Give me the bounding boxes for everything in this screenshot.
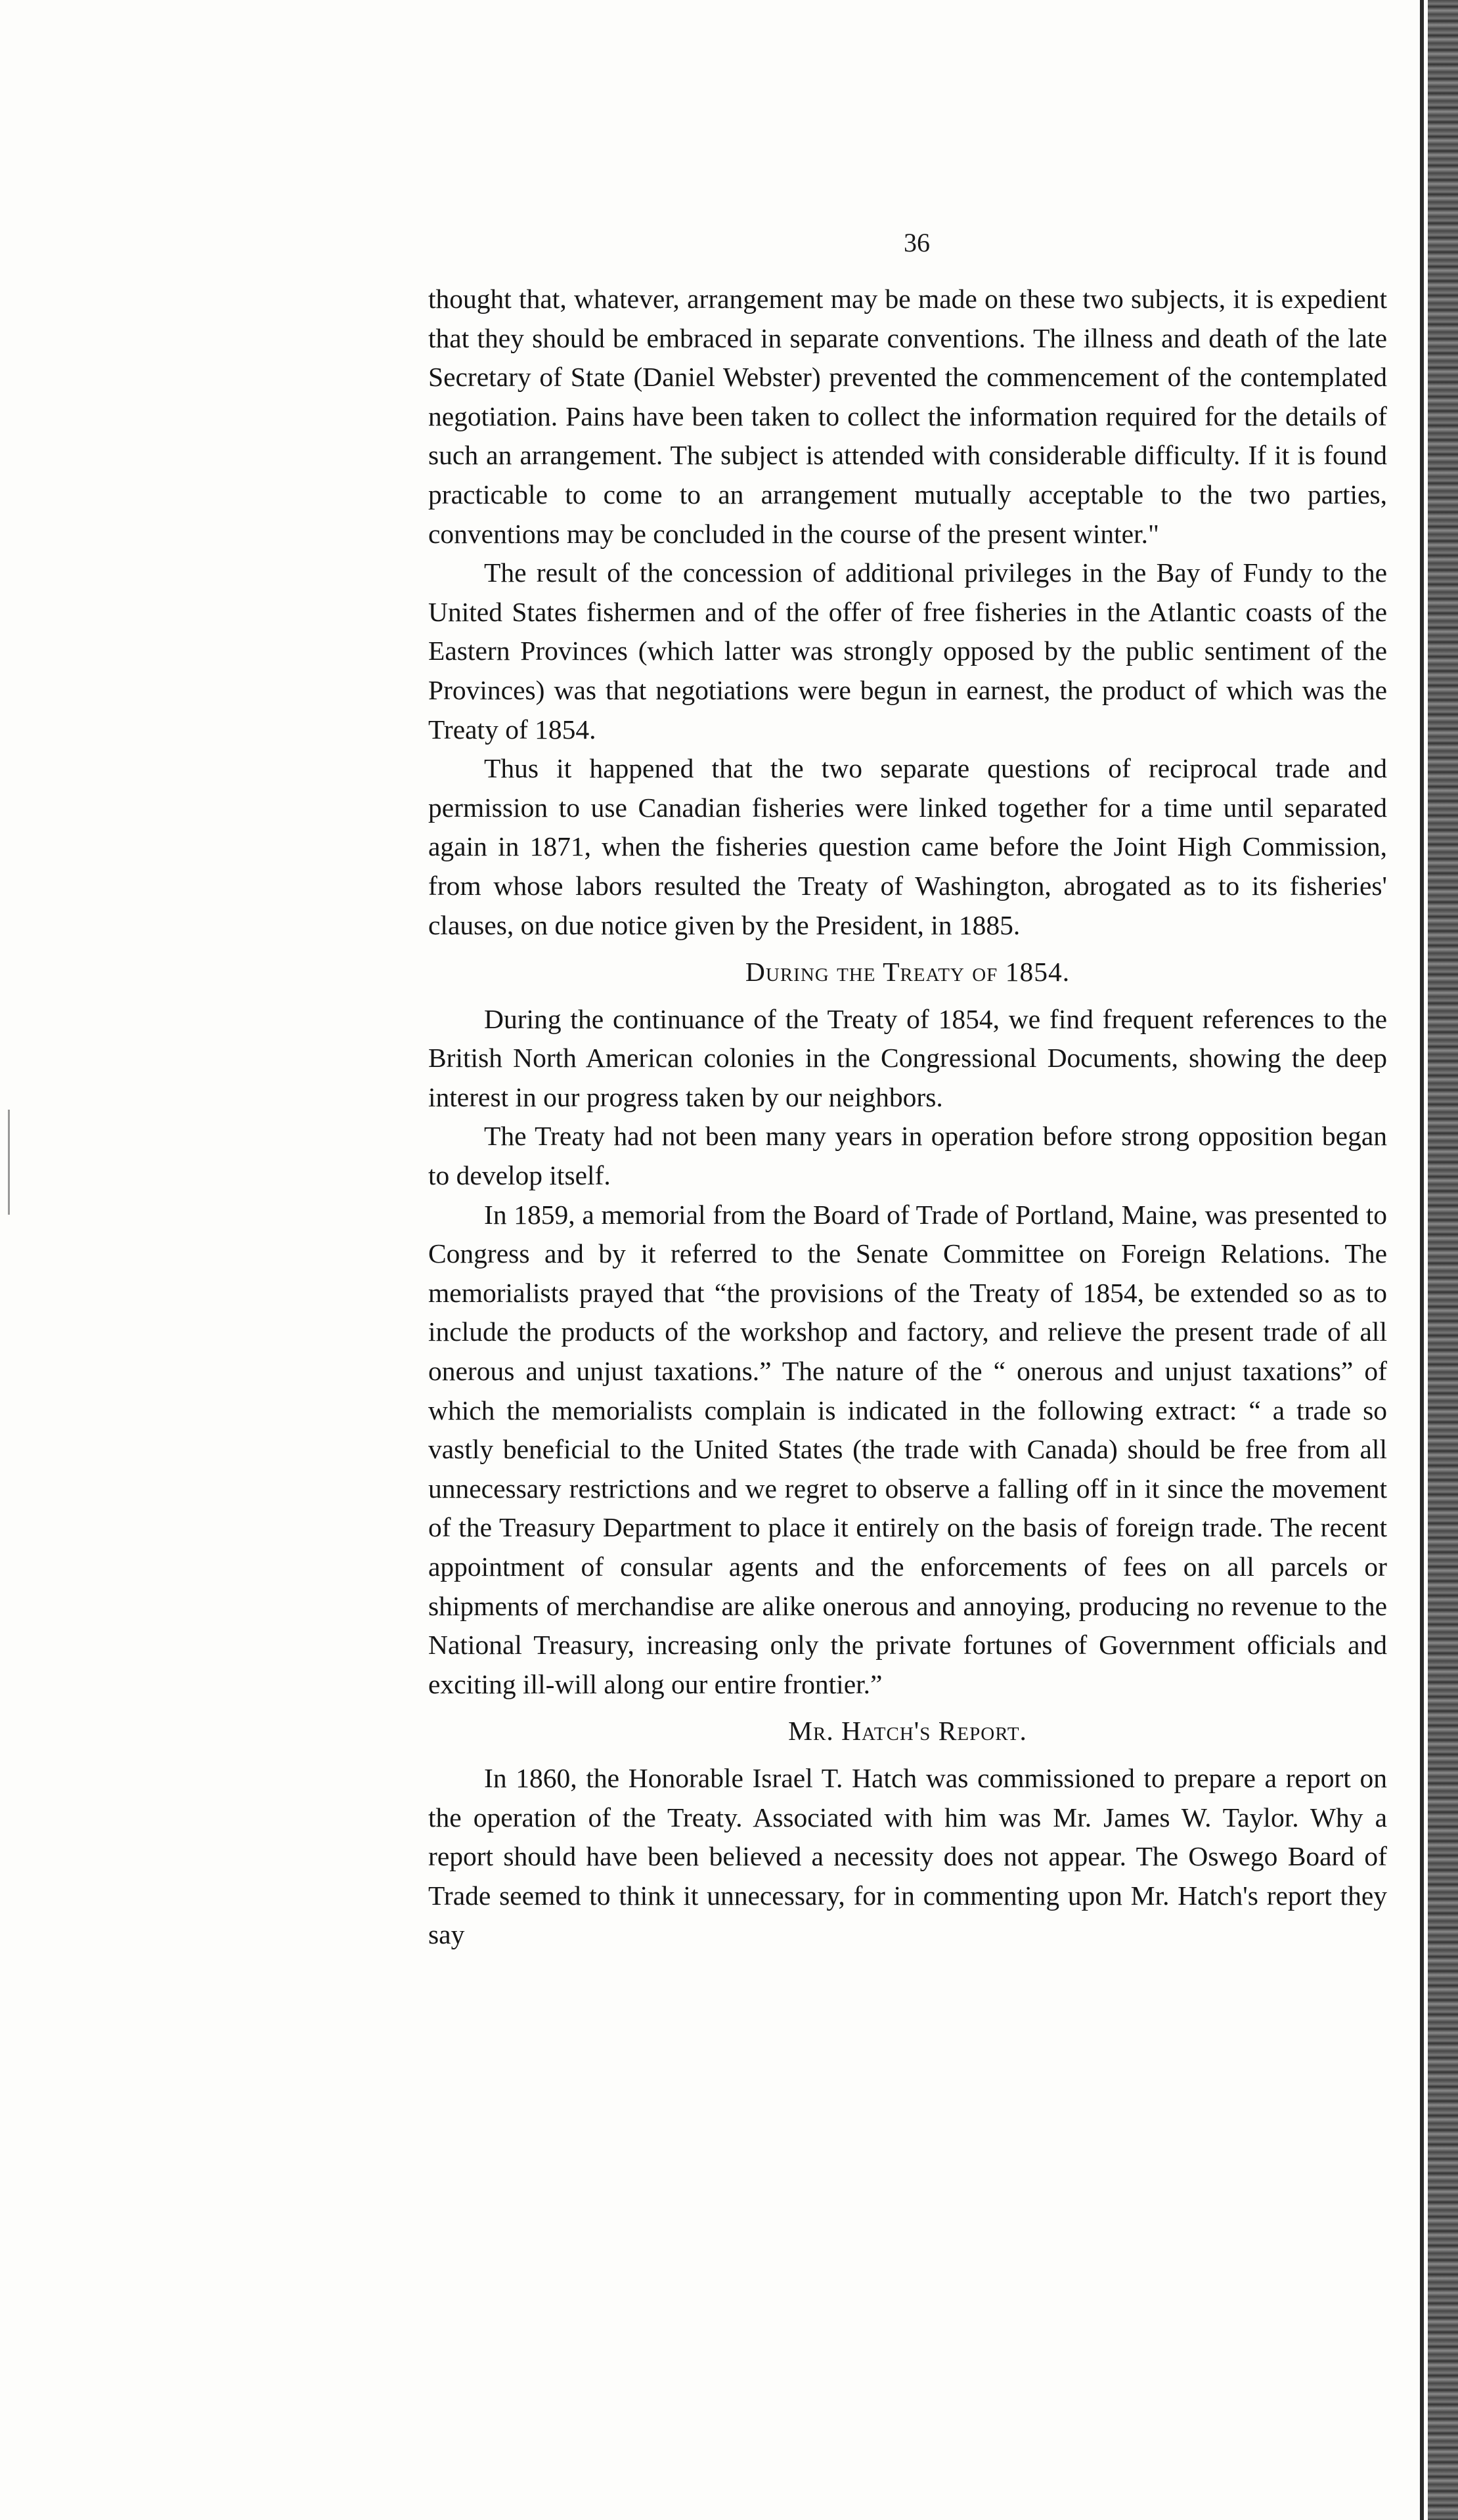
section-heading-hatch-report: Mr. Hatch's Report. [788,1716,1027,1747]
binding-edge [1428,0,1458,2520]
paragraph-3: Thus it happened that the two separate questions of reciprocal trade and permission to use Canadian fisheries were linked together for a time until separated again in 1871, when the fisheries question came before the Joint High Commission, from whose labors resulted the Treaty of Washington, abrogated as to its fisheries' clauses, on due notice given by the President, in 1885. [428,753,1387,940]
paragraph-1: thought that, whatever, arrangement may be made on these two subjects, it is expedient that they should be embraced in separate conventions. The illness and death of the late Secretary of State (Daniel Webster) prevented the commencement of the contemplated negotiation. Pains have been taken to collect the information required for the details of such an arrangement. The subject is attended with considerable difficulty. If it is found practicable to come to an arrangement mutually acceptable to the two parties, conventions may be concluded in the course of the present winter." [428,284,1387,549]
page-number: 36 [904,228,930,257]
margin-mark [8,1110,10,1215]
paragraph-6: In 1859, a memorial from the Board of Trade of Portland, Maine, was presented to Congress and by it referred to the Senate Committee on Foreign Relations. The memorialists prayed that “the provisions of the Treaty of 1854, be extended so as to include the products of the workshop and factory, and relieve the present trade of all onerous and unjust taxations.” The nature of the “ onerous and unjust taxations” of which the memorialists complain is indicated in the following extract: “ a trade so vastly beneficial to the United States (the trade with Canada) should be free from all unnecessary restrictions and we regret to observe a falling off in it since the movement of the Treasury Department to place it entirely on the basis of foreign trade. The recent appointment of consular agents and the enforcements of fees on all parcels or shipments of merchandise are alike onerous and annoying, producing no revenue to the National Treasury, increasing only the private fortunes of Government officials and exciting ill-will along our entire frontier.” [428,1199,1387,1699]
paragraph-5: The Treaty had not been many years in operation before strong opposition began to develop itself. [428,1121,1387,1191]
binding-shadow-line [1420,0,1424,2520]
paragraph-2: The result of the concession of additional privileges in the Bay of Fundy to the United States fishermen and of the offer of free fisheries in the Atlantic coasts of the Eastern Provinces (which latter was strongly opposed by the public sentiment of the Provinces) was that negotiations were begun in earnest, the product of which was the Treaty of 1854. [428,557,1387,745]
section-heading-treaty-1854: During the Treaty of 1854. [745,957,1071,988]
paragraph-4: During the continuance of the Treaty of 1854, we find frequent references to the British North American colonies in the Congressional Documents, showing the deep interest in our progress taken by our neighbors. [428,1003,1387,1112]
paragraph-7: In 1860, the Honorable Israel T. Hatch was commissioned to prepare a report on the operation of the Treaty. Associated with him was Mr. James W. Taylor. Why a report should have been believed a necessity does not appear. The Oswego Board of Trade seemed to think it unnecessary, for in commenting upon Mr. Hatch's report they say [428,1762,1387,1950]
body-text [428,280,1387,1955]
